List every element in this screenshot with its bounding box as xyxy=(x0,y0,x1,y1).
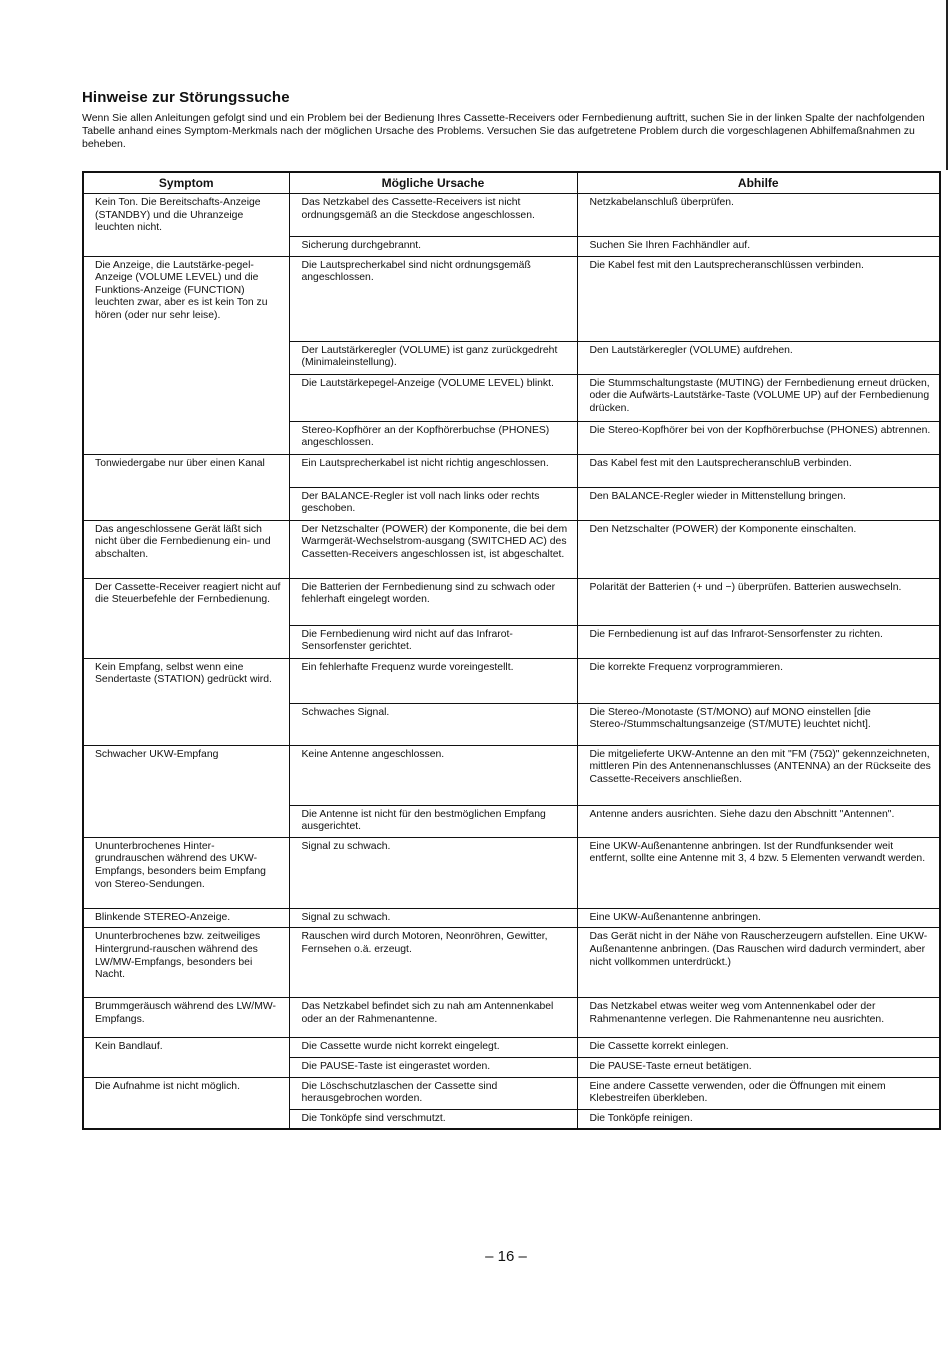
remedy-cell: Die Stereo-/Monotaste (ST/MONO) auf MONO einstellen [die Stereo-/Stummschaltungsanzeige (ST/MUTE) leuchtet nicht]. xyxy=(577,703,940,745)
cause-cell: Die Fernbedienung wird nicht auf das Infrarot-Sensorfenster gerichtet. xyxy=(289,625,577,658)
table-row xyxy=(83,908,940,928)
remedy-cell: Den BALANCE-Regler wieder in Mittenstellung bringen. xyxy=(577,487,940,520)
symptom-cell: Kein Bandlauf. xyxy=(83,1038,289,1077)
cause-cell: Schwaches Signal. xyxy=(289,703,577,745)
remedy-cell: Den Netzschalter (POWER) der Komponente einschalten. xyxy=(577,520,940,578)
table-row xyxy=(83,658,940,703)
cause-cell: Die Löschschutzlaschen der Cassette sind herausgebrochen worden. xyxy=(289,1077,577,1109)
remedy-column-header: Abhilfe xyxy=(577,172,940,194)
table-row xyxy=(83,520,940,578)
table-row xyxy=(83,745,940,805)
symptom-cell: Brummgeräusch während des LW/MW-Empfangs. xyxy=(83,998,289,1038)
intro-paragraph: Wenn Sie allen Anleitungen gefolgt sind und ein Problem bei der Bedienung Ihres Cassette-Receivers oder Fernbedienung auftritt, suchen Sie in der linken Spalte der nachfolgenden Tabelle anhand eines Symptom-Merkmals nach der möglichen Ursache des Problems. Versuchen Sie das aufgetretene Problem durch die vorgeschlagenen Abhilfemaßnahmen zu beheben. xyxy=(82,112,925,150)
remedy-cell: Die PAUSE-Taste erneut betätigen. xyxy=(577,1057,940,1077)
cause-cell: Die Batterien der Fernbedienung sind zu schwach oder fehlerhaft eingelegt worden. xyxy=(289,578,577,625)
remedy-cell: Die mitgelieferte UKW-Antenne an den mit "FM (75Ω)" gekennzeichneten, mittleren Pin des Antennenanschlusses (ANTENNA) an der Rückseite des Cassette-Receivers anschließen. xyxy=(577,745,940,805)
cause-cell: Die PAUSE-Taste ist eingerastet worden. xyxy=(289,1057,577,1077)
remedy-cell: Die Tonköpfe reinigen. xyxy=(577,1109,940,1129)
symptom-cell: Der Cassette-Receiver reagiert nicht auf die Steuerbefehle der Fernbedienung. xyxy=(83,578,289,658)
remedy-cell: Das Gerät nicht in der Nähe von Rauscherzeugern aufstellen. Eine UKW-Außenantenne anbringen. (Das Rauschen wird dadurch vermindert, aber nicht vollkommen unterdrückt.) xyxy=(577,928,940,998)
symptom-cell: Blinkende STEREO-Anzeige. xyxy=(83,908,289,928)
remedy-cell: Die Kabel fest mit den Lautsprecheranschlüssen verbinden. xyxy=(577,256,940,341)
cause-cell: Stereo-Kopfhörer an der Kopfhörerbuchse (PHONES) angeschlossen. xyxy=(289,421,577,454)
symptom-cell: Ununterbrochenes Hinter-grundrauschen während des UKW-Empfangs, besonders beim Empfang von Stereo-Sendungen. xyxy=(83,837,289,908)
remedy-cell: Polarität der Batterien (+ und −) überprüfen. Batterien auswechseln. xyxy=(577,578,940,625)
remedy-cell: Eine andere Cassette verwenden, oder die Öffnungen mit einem Klebestreifen überkleben. xyxy=(577,1077,940,1109)
cause-cell: Signal zu schwach. xyxy=(289,837,577,908)
table-row xyxy=(83,1077,940,1109)
cause-column-header: Mögliche Ursache xyxy=(289,172,577,194)
remedy-cell: Eine UKW-Außenantenne anbringen. xyxy=(577,908,940,928)
cause-cell: Das Netzkabel befindet sich zu nah am Antennenkabel oder an der Rahmenantenne. xyxy=(289,998,577,1038)
cause-cell: Der Netzschalter (POWER) der Komponente, die bei dem Warmgerät-Wechselstrom-ausgang (SWITCHED AC) des Cassetten-Receivers angeschlossen ist, ist abgeschaltet. xyxy=(289,520,577,578)
cause-cell: Signal zu schwach. xyxy=(289,908,577,928)
table-row xyxy=(83,998,940,1038)
remedy-cell: Das Kabel fest mit den LautsprecheranschluB verbinden. xyxy=(577,454,940,487)
cause-cell: Ein fehlerhafte Frequenz wurde voreingestellt. xyxy=(289,658,577,703)
table-body xyxy=(83,194,940,1130)
remedy-cell: Die Stummschaltungstaste (MUTING) der Fernbedienung erneut drücken, oder die Aufwärts-Lautstärke-Taste (VOLUME UP) auf der Fernbedienung drücken. xyxy=(577,374,940,421)
table-row xyxy=(83,256,940,341)
symptom-cell: Die Aufnahme ist nicht möglich. xyxy=(83,1077,289,1129)
symptom-cell: Die Anzeige, die Lautstärke-pegel-Anzeige (VOLUME LEVEL) und die Funktions-Anzeige (FUNCTION) leuchten zwar, aber es ist kein Ton zu hören (oder nur sehr leise). xyxy=(83,256,289,454)
table-row xyxy=(83,837,940,908)
cause-cell: Der Lautstärkeregler (VOLUME) ist ganz zurückgedreht (Minimaleinstellung). xyxy=(289,341,577,374)
table-row xyxy=(83,194,940,237)
remedy-cell: Den Lautstärkeregler (VOLUME) aufdrehen. xyxy=(577,341,940,374)
troubleshooting-table xyxy=(82,171,941,1130)
symptom-column-header: Symptom xyxy=(83,172,289,194)
table-row xyxy=(83,454,940,487)
table-row xyxy=(83,928,940,998)
table-row xyxy=(83,578,940,625)
table-header-row xyxy=(83,172,940,194)
symptom-cell: Das angeschlossene Gerät läßt sich nicht über die Fernbedienung ein- und abschalten. xyxy=(83,520,289,578)
symptom-cell: Ununterbrochenes bzw. zeitweiliges Hintergrund-rauschen während des LW/MW-Empfangs, besonders bei Nacht. xyxy=(83,928,289,998)
cause-cell: Sicherung durchgebrannt. xyxy=(289,237,577,257)
remedy-cell: Suchen Sie Ihren Fachhändler auf. xyxy=(577,237,940,257)
table-row xyxy=(83,1038,940,1058)
remedy-cell: Die Cassette korrekt einlegen. xyxy=(577,1038,940,1058)
remedy-cell: Die Fernbedienung ist auf das Infrarot-Sensorfenster zu richten. xyxy=(577,625,940,658)
section-heading: Hinweise zur Störungssuche xyxy=(82,89,290,106)
cause-cell: Die Cassette wurde nicht korrekt eingelegt. xyxy=(289,1038,577,1058)
remedy-cell: Die Stereo-Kopfhörer bei von der Kopfhörerbuchse (PHONES) abtrennen. xyxy=(577,421,940,454)
symptom-cell: Tonwiedergabe nur über einen Kanal xyxy=(83,454,289,520)
remedy-cell: Eine UKW-Außenantenne anbringen. Ist der Rundfunksender weit entfernt, sollte eine Antenne mit 3, 4 bzw. 5 Elementen verwandt werden. xyxy=(577,837,940,908)
symptom-cell: Kein Empfang, selbst wenn eine Sendertaste (STATION) gedrückt wird. xyxy=(83,658,289,745)
remedy-cell: Das Netzkabel etwas weiter weg vom Antennenkabel oder der Rahmenantenne verlegen. Die Rahmenantenne neu ausrichten. xyxy=(577,998,940,1038)
cause-cell: Ein Lautsprecherkabel ist nicht richtig angeschlossen. xyxy=(289,454,577,487)
symptom-cell: Schwacher UKW-Empfang xyxy=(83,745,289,837)
cause-cell: Die Antenne ist nicht für den bestmöglichen Empfang ausgerichtet. xyxy=(289,805,577,837)
page-number: – 16 – xyxy=(485,1248,527,1265)
cause-cell: Die Lautstärkepegel-Anzeige (VOLUME LEVEL) blinkt. xyxy=(289,374,577,421)
cause-cell: Rauschen wird durch Motoren, Neonröhren, Gewitter, Fernsehen o.ä. erzeugt. xyxy=(289,928,577,998)
cause-cell: Die Tonköpfe sind verschmutzt. xyxy=(289,1109,577,1129)
remedy-cell: Netzkabelanschluß überprüfen. xyxy=(577,194,940,237)
symptom-cell: Kein Ton. Die Bereitschafts-Anzeige (STANDBY) und die Uhranzeige leuchten nicht. xyxy=(83,194,289,257)
cause-cell: Die Lautsprecherkabel sind nicht ordnungsgemäß angeschlossen. xyxy=(289,256,577,341)
remedy-cell: Antenne anders ausrichten. Siehe dazu den Abschnitt "Antennen". xyxy=(577,805,940,837)
cause-cell: Der BALANCE-Regler ist voll nach links oder rechts geschoben. xyxy=(289,487,577,520)
remedy-cell: Die korrekte Frequenz vorprogrammieren. xyxy=(577,658,940,703)
cause-cell: Das Netzkabel des Cassette-Receivers ist nicht ordnungsgemäß an die Steckdose angeschlossen. xyxy=(289,194,577,237)
cause-cell: Keine Antenne angeschlossen. xyxy=(289,745,577,805)
scan-edge-line xyxy=(946,0,948,170)
